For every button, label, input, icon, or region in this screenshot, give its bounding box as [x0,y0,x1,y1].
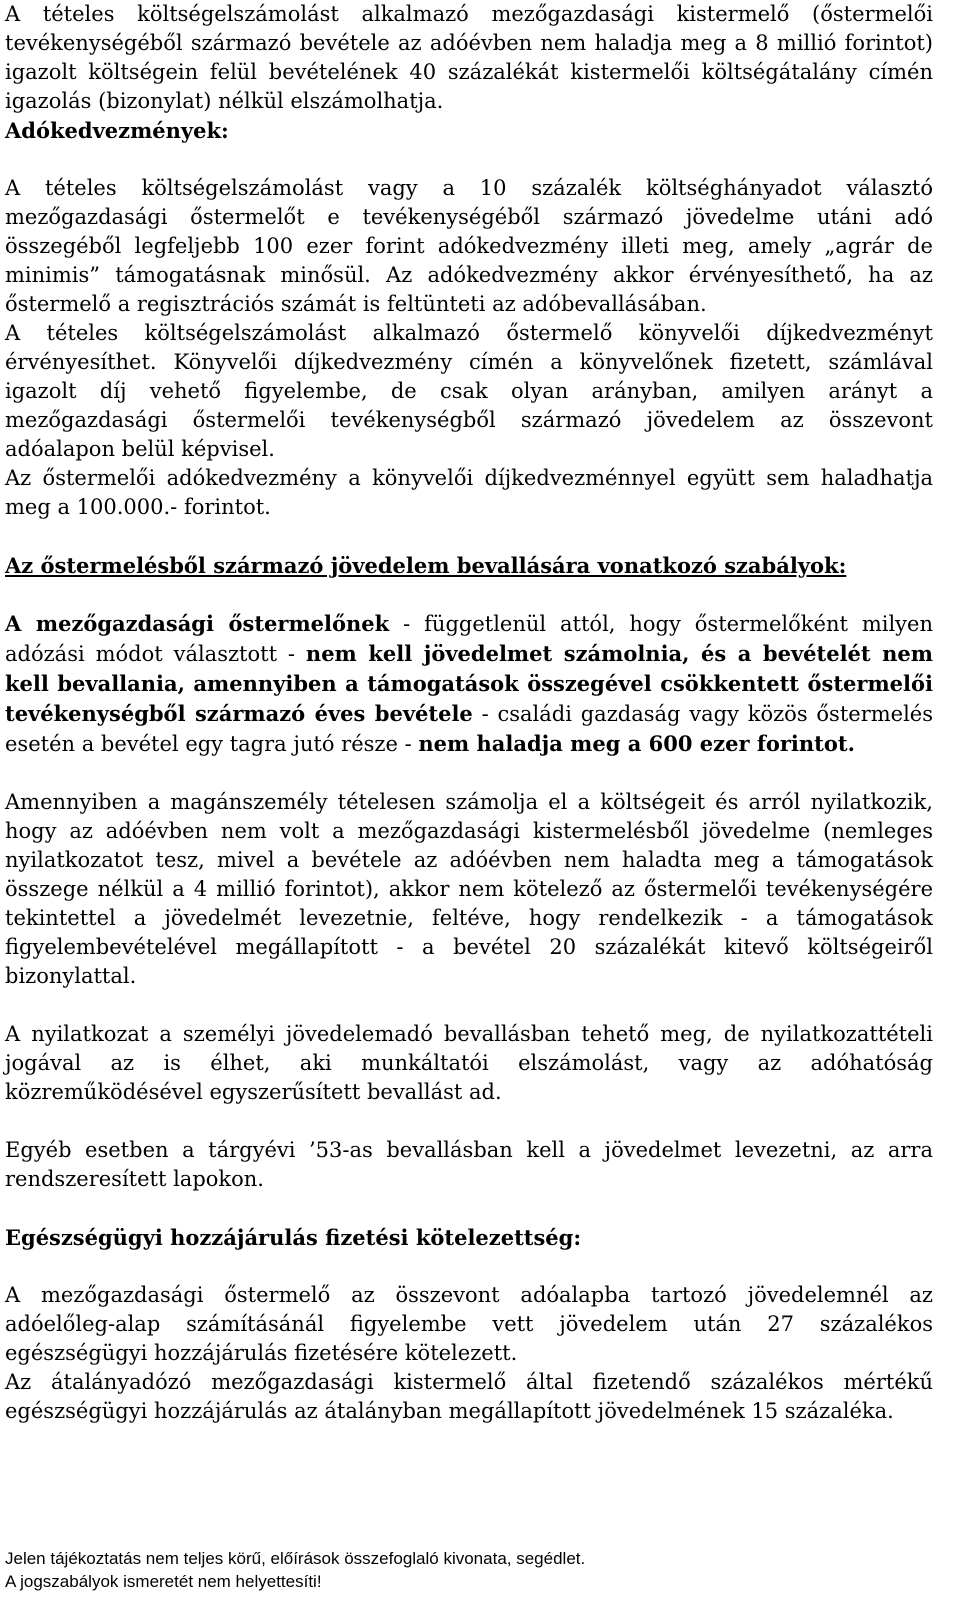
spacer [5,1252,933,1281]
heading-egeszsegugyi-hozzajarulas: Egészségügyi hozzájárulás fizetési kötelezettség: [5,1225,582,1250]
heading-bevallas-szabalyok: Az őstermelésből származó jövedelem bevallására vonatkozó szabályok: [5,553,847,578]
spacer [5,991,933,1020]
footer-line-1: Jelen tájékoztatás nem teljes körű, előírások összefoglaló kivonata, segédlet. [5,1549,586,1568]
health-paragraph-1: A mezőgazdasági őstermelő az összevont adóalapba tartozó jövedelemnél az adóelőleg-alap számításánál figyelembe vett jövedelem után 27 százalékos egészségügyi hozzájárulás fizetésére kötelezett. [5,1283,933,1365]
intro-paragraph: A tételes költségelszámolást alkalmazó mezőgazdasági kistermelő (őstermelői tevékenységéből származó bevétele az adóévben nem haladja meg a 8 millió forintot) igazolt költségein felül bevételének 40 százalékát kistermelői költségátalány címén igazolás (bizonylat) nélkül elszámolhatja. [5,2,933,113]
document-body [5,0,933,1426]
spacer [5,522,933,551]
rules-paragraph-3: A nyilatkozat a személyi jövedelemadó bevallásban tehető meg, de nyilatkozattételi jogával az is élhet, aki munkáltatói elszámolást, vagy az adóhatóság közreműködésével egyszerűsített bevallást ad. [5,1022,933,1104]
spacer [5,1194,933,1223]
spacer [5,1107,933,1136]
benefits-paragraph-3: Az őstermelői adókedvezmény a könyvelői díjkedvezménnyel együtt sem haladhatja meg a 100.000.- forintot. [5,466,933,519]
rules-bold-start: A mezőgazdasági őstermelőnek [5,611,390,636]
rules-text-1: - függetlenül attól, hogy őstermelőként milyen adózási módot választott - [5,612,933,666]
spacer [5,759,933,788]
spacer [5,580,933,609]
rules-bold-end: nem haladja meg a 600 ezer forintot. [418,731,855,756]
rules-text-2: - családi gazdaság vagy közös őstermelés esetén a bevétel egy tagra jutó része - [5,702,933,756]
benefits-paragraph-2: A tételes költségelszámolást alkalmazó őstermelő könyvelői díjkedvezményt érvényesíthet. Könyvelői díjkedvezmény címén a könyvelőnek fizetett, számlával igazolt díj vehető figyelembe, de csak olyan arányban, amilyen arányt a mezőgazdasági őstermelői tevékenységből származó jövedelem az összevont adóalapon belül képvisel. [5,321,933,461]
spacer [5,145,933,174]
rules-paragraph-2: Amennyiben a magánszemély tételesen számolja el a költségeit és arról nyilatkozik, hogy az adóévben nem volt a mezőgazdasági kistermelésből jövedelme (nemleges nyilatkozatot tesz, mivel a bevétele az adóévben nem haladta meg a támogatások összege nélkül a 4 millió forintot), akkor nem kötelező az őstermelői tevékenységére tekintettel a jövedelmét levezetnie, feltéve, hogy rendelkezik - a támogatások figyelembevételével megállapított - a bevétel 20 százalékát kitevő költségeiről bizonylattal. [5,790,933,988]
benefits-paragraph-1: A tételes költségelszámolást vagy a 10 százalék költséghányadot választó mezőgazdasági őstermelőt e tevékenységéből származó jövedelme utáni adó összegéből legfeljebb 100 ezer forint adókedvezmény illeti meg, amely „agrár de minimis” támogatásnak minősül. Az adókedvezmény akkor érvényesíthető, ha az őstermelő a regisztrációs számát is feltünteti az adóbevallásában. [5,176,933,316]
rules-paragraph-1 [5,609,933,759]
footer-disclaimer [5,1547,933,1593]
rules-bold-middle: nem kell jövedelmet számolnia, és a bevételét nem kell bevallania, amennyiben a támogatások összegével csökkentett őstermelői tevékenységből származó éves bevétele [5,641,933,726]
heading-adokedvezmenyek: Adókedvezmények: [5,118,229,143]
health-paragraph-2: Az átalányadózó mezőgazdasági kistermelő által fizetendő százalékos mértékű egészségügyi hozzájárulás az átalányban megállapított jövedelmének 15 százaléka. [5,1370,933,1423]
rules-paragraph-4: Egyéb esetben a tárgyévi ’53-as bevallásban kell a jövedelmet levezetni, az arra rendszeresített lapokon. [5,1138,933,1191]
footer-line-2: A jogszabályok ismeretét nem helyettesíti! [5,1572,322,1591]
